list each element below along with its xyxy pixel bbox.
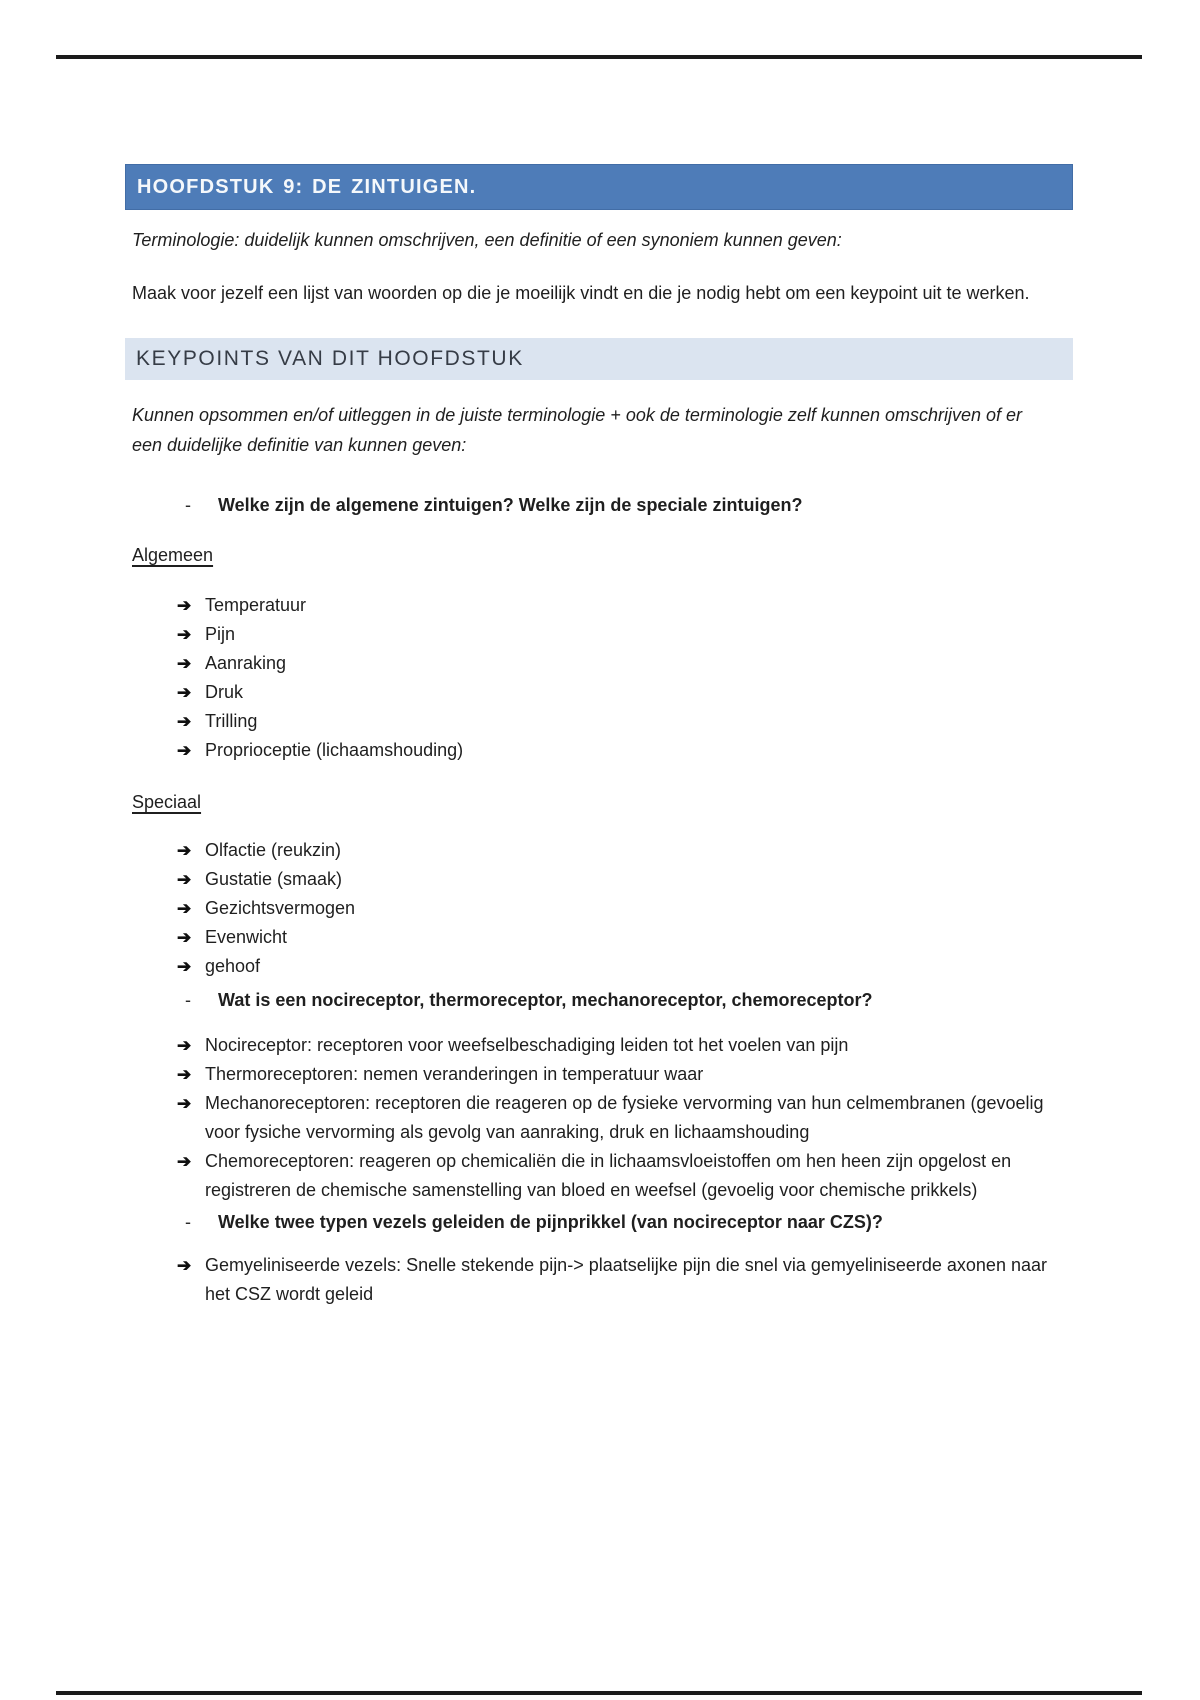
- dash-bullet-icon: -: [185, 495, 191, 515]
- list-item-text: Nocireceptor: receptoren voor weefselbeschadiging leiden tot het voelen van pijn: [205, 1035, 849, 1055]
- arrow-bullet-icon: ➔: [177, 712, 192, 731]
- list-item: [177, 1060, 1073, 1089]
- receptor-definitions-list: [125, 1031, 1073, 1205]
- list-item-text: Aanraking: [205, 653, 287, 673]
- list-item-text: Gustatie (smaak): [205, 869, 343, 889]
- chapter-heading: HOOFDSTUK 9: DE ZINTUIGEN.: [137, 175, 477, 198]
- list-item-text: Olfactie (reukzin): [205, 840, 342, 860]
- arrow-bullet-icon: ➔: [177, 1036, 192, 1055]
- list-item-text: gehoof: [205, 956, 261, 976]
- vezel-definitions-list: [125, 1251, 1073, 1309]
- algemeen-list: [125, 591, 1073, 765]
- question-text: Welke twee typen vezels geleiden de pijnprikkel (van nocireceptor naar CZS)?: [218, 1212, 883, 1232]
- dash-bullet-icon: -: [185, 990, 191, 1010]
- list-item: [177, 894, 1073, 923]
- arrow-bullet-icon: ➔: [177, 683, 192, 702]
- list-item: [177, 1251, 1073, 1309]
- list-item: [177, 678, 1073, 707]
- list-item: [177, 591, 1073, 620]
- list-item-text: Pijn: [205, 624, 236, 644]
- terminology-note: Terminologie: duidelijk kunnen omschrijven, een definitie of een synoniem kunnen geven:: [132, 230, 842, 250]
- list-item: [177, 620, 1073, 649]
- question-row-3: [125, 1207, 1073, 1237]
- document-content: [125, 0, 1073, 1309]
- list-item: [177, 649, 1073, 678]
- list-item-text: Evenwicht: [205, 927, 288, 947]
- arrow-bullet-icon: ➔: [177, 625, 192, 644]
- list-item-text: Trilling: [205, 711, 258, 731]
- speciaal-list: [125, 836, 1073, 981]
- question-row-1: [125, 490, 1073, 520]
- arrow-bullet-icon: ➔: [177, 928, 192, 947]
- list-item-text: Chemoreceptoren: reageren op chemicaliën die in lichaamsvloeistoffen om hen heen zijn opgelost en registreren de chemische samenstelling van bloed en weefsel (gevoelig voor chemische prikkels): [205, 1151, 1012, 1200]
- list-item-text: Gezichtsvermogen: [205, 898, 356, 918]
- list-item-text: Mechanoreceptoren: receptoren die reageren op de fysieke vervorming van hun celmembranen (gevoelig voor fysiche vervorming als gevolg van aanraking, druk en lichaamshouding: [205, 1093, 1044, 1142]
- arrow-bullet-icon: ➔: [177, 870, 192, 889]
- list-item: [177, 707, 1073, 736]
- arrow-bullet-icon: ➔: [177, 957, 192, 976]
- arrow-bullet-icon: ➔: [177, 1094, 192, 1113]
- list-item-text: Druk: [205, 682, 244, 702]
- list-item: [177, 1147, 1073, 1205]
- list-item: [177, 952, 1073, 981]
- arrow-bullet-icon: ➔: [177, 596, 192, 615]
- list-item-text: Gemyeliniseerde vezels: Snelle stekende pijn-> plaatselijke pijn die snel via gemyeliniseerde axonen naar het CSZ wordt geleid: [205, 1255, 1047, 1304]
- keypoints-note: Kunnen opsommen en/of uitleggen in de juiste terminologie + ook de terminologie zelf kunnen omschrijven of er een duidelijke definitie van kunnen geven:: [132, 405, 1023, 455]
- arrow-bullet-icon: ➔: [177, 1256, 192, 1275]
- chapter-heading-bar: [125, 164, 1073, 210]
- arrow-bullet-icon: ➔: [177, 1152, 192, 1171]
- keypoints-heading: KEYPOINTS VAN DIT HOOFDSTUK: [136, 347, 524, 370]
- list-item-text: Proprioceptie (lichaamshouding): [205, 740, 464, 760]
- question-row-2: [125, 985, 1073, 1015]
- list-item-text: Temperatuur: [205, 595, 307, 615]
- subheading-speciaal: Speciaal: [132, 792, 202, 812]
- bottom-divider: [56, 1691, 1142, 1695]
- arrow-bullet-icon: ➔: [177, 654, 192, 673]
- question-text: Welke zijn de algemene zintuigen? Welke zijn de speciale zintuigen?: [218, 495, 803, 515]
- list-item: [177, 836, 1073, 865]
- list-item: [177, 923, 1073, 952]
- list-item: [177, 865, 1073, 894]
- list-item: [177, 1031, 1073, 1060]
- dash-bullet-icon: -: [185, 1212, 191, 1232]
- arrow-bullet-icon: ➔: [177, 741, 192, 760]
- arrow-bullet-icon: ➔: [177, 1065, 192, 1084]
- intro-paragraph: Maak voor jezelf een lijst van woorden op die je moeilijk vindt en die je nodig hebt om een keypoint uit te werken.: [132, 283, 1030, 303]
- arrow-bullet-icon: ➔: [177, 899, 192, 918]
- question-text: Wat is een nocireceptor, thermoreceptor, mechanoreceptor, chemoreceptor?: [218, 990, 873, 1010]
- arrow-bullet-icon: ➔: [177, 841, 192, 860]
- list-item: [177, 736, 1073, 765]
- list-item: [177, 1089, 1073, 1147]
- keypoints-heading-bar: [125, 338, 1073, 380]
- subheading-algemeen: Algemeen: [132, 545, 214, 565]
- list-item-text: Thermoreceptoren: nemen veranderingen in temperatuur waar: [205, 1064, 704, 1084]
